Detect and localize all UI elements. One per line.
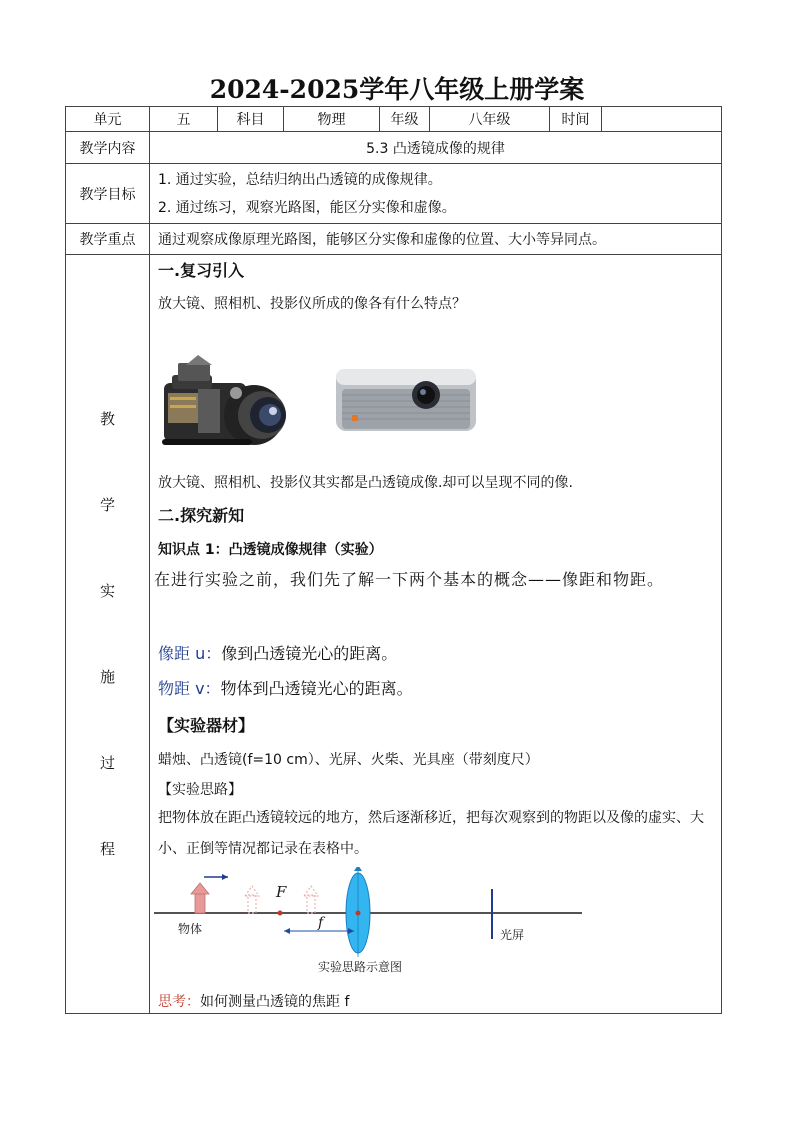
content-row (66, 132, 722, 164)
optics-diagram (150, 867, 590, 979)
review-summary: 放大镜、照相机、投影仪其实都是凸透镜成像.却可以呈现不同的像. (158, 475, 573, 491)
goals-label: 教学目标 (66, 164, 150, 224)
idea-text: 把物体放在距凸透镜较远的地方，然后逐渐移近，把每次观察到的物距以及像的虚实、大小、正倒等情况都记录在表格中。 (158, 810, 704, 857)
projector-illustration (334, 365, 484, 437)
goal-item: 2. 通过练习，观察光路图，能区分实像和虚像。 (158, 199, 456, 216)
focus-label: 教学重点 (66, 224, 150, 255)
object-label: 物体 (178, 922, 203, 936)
goal-item: 1. 通过实验，总结归纳出凸透镜的成像规律。 (158, 171, 442, 188)
focus-label: F (276, 883, 287, 901)
subject-label: 科目 (218, 107, 284, 132)
unit-value: 五 (150, 107, 218, 132)
process-content (150, 255, 722, 1014)
review-question: 放大镜、照相机、投影仪所成的像各有什么特点？ (158, 296, 466, 312)
image-distance-def (158, 641, 397, 664)
object-distance-def (158, 676, 413, 699)
think-label: 思考： (158, 994, 200, 1010)
object-distance-text: 物体到凸透镜光心的距离。 (220, 679, 413, 698)
grade-value: 八年级 (430, 107, 550, 132)
focus-row (66, 224, 722, 255)
idea-heading: 【实验思路】 (158, 782, 242, 798)
process-row (66, 255, 722, 1014)
unit-label: 单元 (66, 107, 150, 132)
page-title: 2024-2025学年八年级上册学案 (209, 75, 585, 104)
goals-row (66, 164, 722, 224)
subject-value: 物理 (284, 107, 380, 132)
content-value: 5.3 凸透镜成像的规律 (150, 132, 722, 164)
image-distance-text: 像到凸透镜光心的距离。 (221, 644, 398, 663)
intro-paragraph: 在进行实验之前，我们先了解一下两个基本的概念——像距和物距。 (154, 570, 665, 589)
diagram-caption: 实验思路示意图 (318, 960, 403, 974)
think-prompt (158, 991, 349, 1011)
section-heading-explore: 二.探究新知 (158, 506, 245, 525)
grade-label: 年级 (380, 107, 430, 132)
process-label: 教 学 实 施 过 程 (66, 255, 150, 1014)
header-row (66, 107, 722, 132)
time-value (602, 107, 722, 132)
equipment-heading: 【实验器材】 (158, 716, 255, 735)
time-label: 时间 (550, 107, 602, 132)
section-heading-review: 一.复习引入 (158, 261, 245, 280)
content-label: 教学内容 (66, 132, 150, 164)
camera-illustration (158, 353, 308, 453)
focus-value: 通过观察成像原理光路图，能够区分实像和虚像的位置、大小等异同点。 (150, 224, 722, 255)
object-distance-label: 物距 v： (158, 679, 221, 698)
think-text: 如何测量凸透镜的焦距 f (200, 994, 350, 1010)
equipment-list: 蜡烛、凸透镜(f=10 cm）、光屏、火柴、光具座（带刻度尺） (158, 752, 539, 768)
screen-label: 光屏 (500, 928, 525, 942)
focal-length-label: f (318, 915, 324, 931)
lesson-plan-table (65, 106, 722, 1014)
image-distance-label: 像距 u： (158, 644, 222, 663)
knowledge-point: 知识点 1：凸透镜成像规律（实验） (158, 542, 383, 558)
